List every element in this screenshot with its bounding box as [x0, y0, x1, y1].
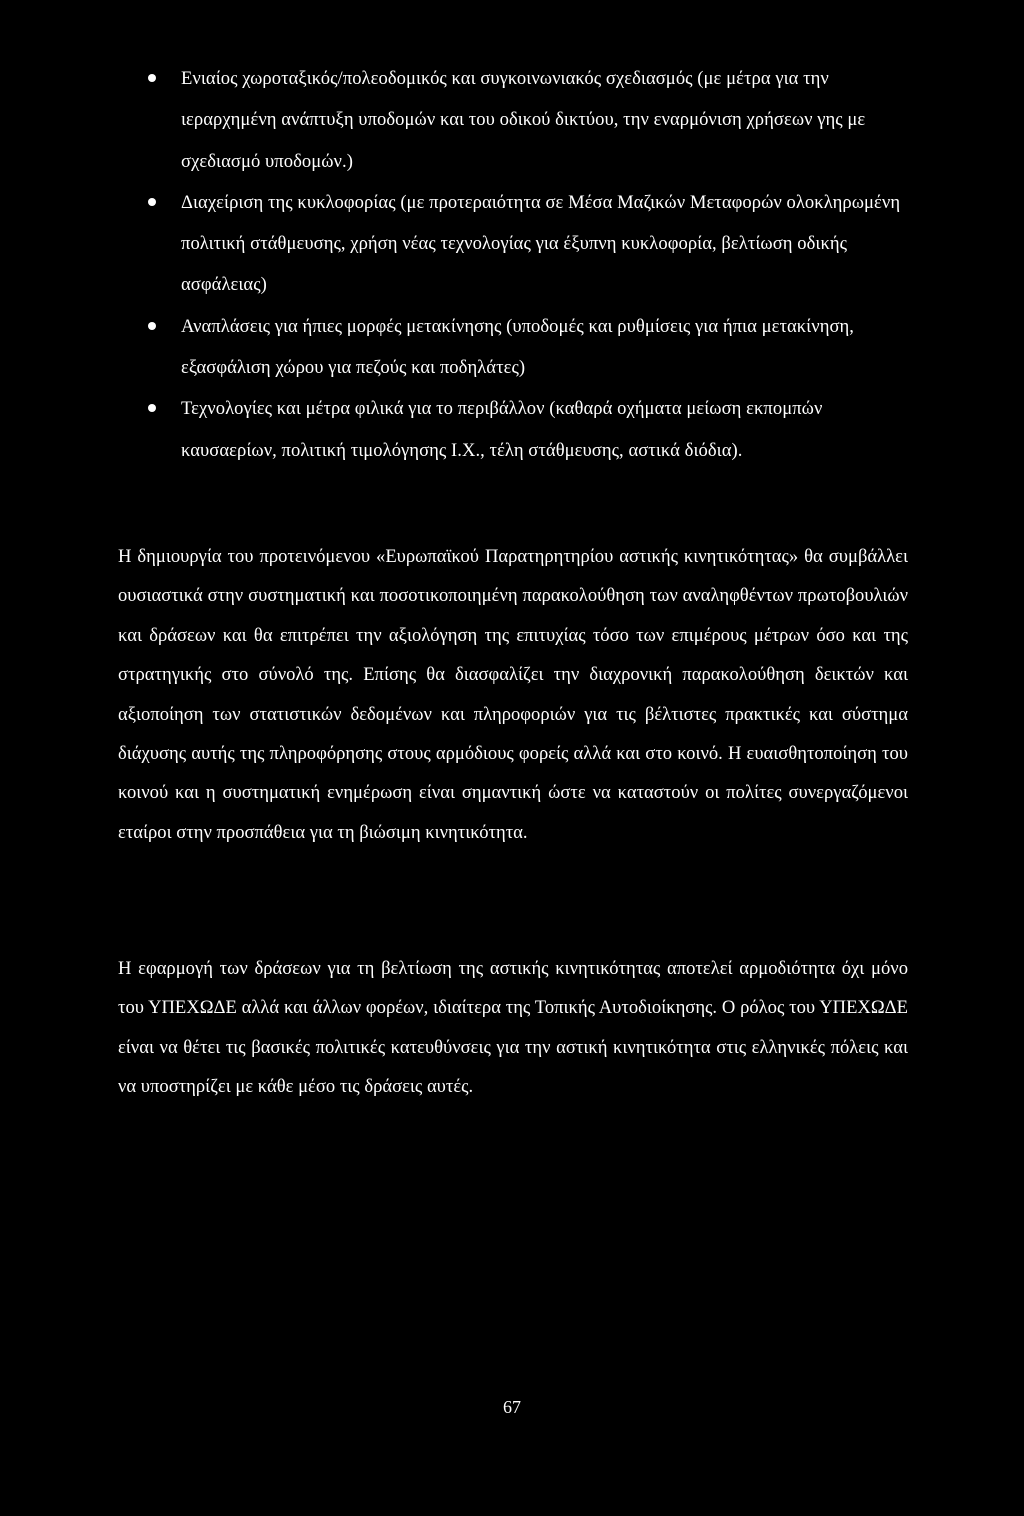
bullet-text: Διαχείριση της κυκλοφορίας (με προτεραιότητα σε Μέσα Μαζικών Μεταφορών ολοκληρωμένη πολιτική στάθμευσης, χρήση νέας τεχνολογίας για έξυπνη κυκλοφορία, βελτίωση οδικής ασφάλειας) [181, 191, 901, 296]
bullet-dot-icon [148, 322, 156, 330]
bullet-item [145, 306, 905, 389]
page-number: 67 [503, 1397, 521, 1417]
bullet-text: Αναπλάσεις για ήπιες μορφές μετακίνησης (υποδομές και ρυθμίσεις για ήπια μετακίνηση, εξασφάλιση χώρου για πεζούς και ποδηλάτες) [181, 315, 855, 379]
bullet-item [145, 58, 905, 182]
bullet-list [145, 58, 905, 471]
bullet-text: Τεχνολογίες και μέτρα φιλικά για το περιβάλλον (καθαρά οχήματα μείωση εκπομπών καυσαερίων, πολιτική τιμολόγησης Ι.Χ., τέλη στάθμευσης, αστικά διόδια). [181, 398, 823, 461]
bullet-dot-icon [148, 198, 156, 206]
body-paragraph-implementation: Η εφαρμογή των δράσεων για τη βελτίωση της αστικής κινητικότητας αποτελεί αρμοδιότητα όχι μόνο του ΥΠΕΧΩΔΕ αλλά και άλλων φορέων, ιδιαίτερα της Τοπικής Αυτοδιοίκησης. Ο ρόλος του ΥΠΕΧΩΔΕ είναι να θέτει τις βασικές πολιτικές κατευθύνσεις για την αστική κινητικότητα στις ελληνικές πόλεις και να υποστηρίζει με κάθε μέσο τις δράσεις αυτές. [118, 958, 908, 1098]
bullet-dot-icon [148, 404, 156, 412]
bullet-dot-icon [148, 74, 156, 82]
bullet-item [145, 388, 905, 471]
bullet-item [145, 182, 905, 306]
bullet-text: Ενιαίος χωροταξικός/πολεοδομικός και συγκοινωνιακός σχεδιασμός (με μέτρα για την ιεραρχημένη ανάπτυξη υποδομών και του οδικού δικτύου, την εναρμόνιση χρήσεων γης με σχεδιασμό υποδομών.) [181, 68, 866, 172]
body-paragraph-observatory: Η δημιουργία του προτεινόμενου «Ευρωπαϊκού Παρατηρητηρίου αστικής κινητικότητας» θα συμβάλλει ουσιαστικά στην συστηματική και ποσοτικοποιημένη παρακολούθηση των αναληφθέντων πρωτοβουλιών και δράσεων και θα επιτρέπει την αξιολόγηση της επιτυχίας τόσο των επιμέρους μέτρων όσο και της στρατηγικής στο σύνολό της. Επίσης θα διασφαλίζει την διαχρονική παρακολούθηση δεικτών και αξιοποίηση των στατιστικών δεδομένων και πληροφοριών για τις βέλτιστες πρακτικές και σύστημα διάχυσης αυτής της πληροφόρησης στους αρμόδιους φορείς αλλά και στο κοινό. Η ευαισθητοποίηση του κοινού και η συστηματική ενημέρωση είναι σημαντική ώστε να καταστούν οι πολίτες συνεργαζόμενοι εταίροι στην προσπάθεια για τη βιώσιμη κινητικότητα. [118, 546, 908, 843]
